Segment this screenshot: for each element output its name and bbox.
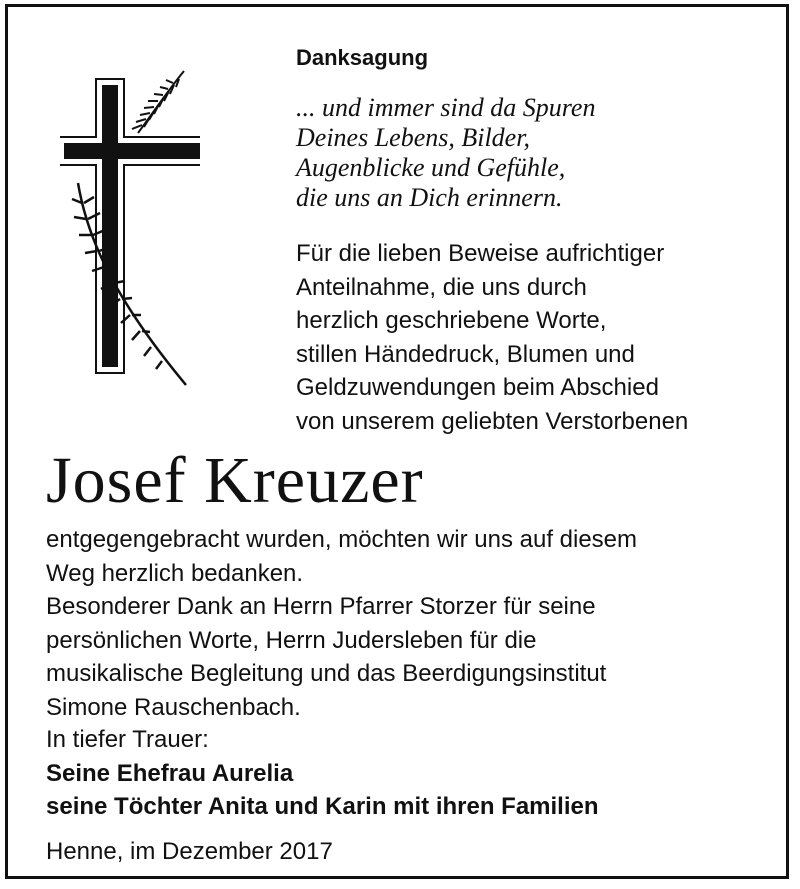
quote-line: ... und immer sind da Spuren — [296, 93, 596, 122]
body-line: musikalische Begleitung und das Beerdigungsinstitut — [46, 660, 607, 687]
body-line: Simone Rauschenbach. — [46, 693, 301, 721]
thanks-text — [46, 523, 637, 724]
deceased-name: Josef Kreuzer — [46, 444, 424, 517]
mourners — [46, 723, 599, 824]
notice-frame — [5, 4, 789, 879]
intro-line: Anteilnahme, die uns durch — [296, 273, 587, 301]
intro-line: herzlich geschriebene Worte, — [296, 307, 607, 334]
body-line: entgegengebracht wurden, möchten wir uns auf diesem — [46, 526, 638, 553]
body-line: persönlichen Worte, Herrn Judersleben für die — [46, 626, 537, 654]
place-date: Henne, im Dezember 2017 — [46, 838, 333, 865]
intro-line: Geldzuwendungen beim Abschied — [296, 374, 659, 401]
heading: Danksagung — [296, 45, 429, 70]
family-line: Seine Ehefrau Aurelia — [46, 759, 294, 787]
quote-line: Augenblicke und Gefühle, — [296, 153, 566, 182]
body-line: Besonderer Dank an Herrn Pfarrer Storzer für seine — [46, 593, 596, 620]
quote-line: Deines Lebens, Bilder, — [296, 123, 530, 152]
quote-line: die uns an Dich erinnern. — [296, 183, 563, 212]
body-line: Weg herzlich bedanken. — [46, 559, 304, 587]
intro-text — [296, 237, 688, 438]
intro-line: von unserem geliebten Verstorbenen — [296, 407, 689, 435]
family-line: seine Töchter Anita und Karin mit ihren Familien — [46, 793, 599, 820]
mourning-label: In tiefer Trauer: — [46, 726, 209, 753]
palm-branch-icon — [58, 63, 198, 393]
quote — [296, 93, 595, 213]
intro-line: stillen Händedruck, Blumen und — [296, 340, 635, 368]
intro-line: Für die lieben Beweise aufrichtiger — [296, 240, 665, 267]
